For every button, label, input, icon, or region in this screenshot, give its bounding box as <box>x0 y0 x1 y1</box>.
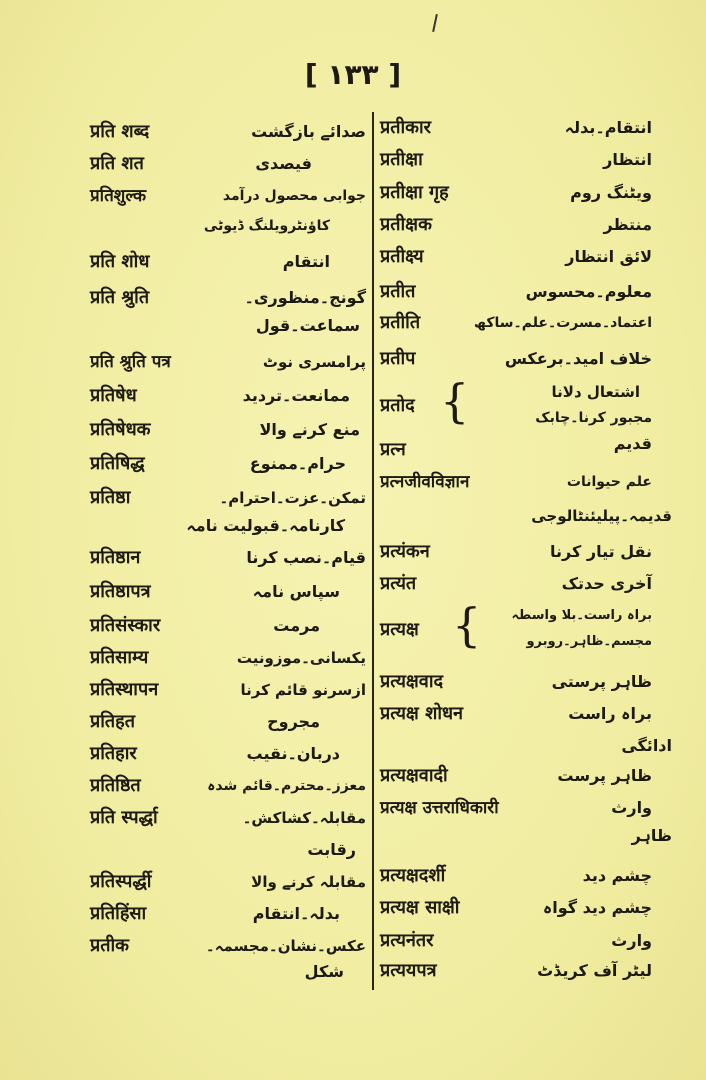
meaning: لیٹر آف کریڈٹ <box>537 961 652 980</box>
right-entry-17 <box>380 760 680 792</box>
headword: प्रतीति <box>380 312 421 333</box>
right-entry-13 <box>380 568 680 600</box>
pen-mark <box>432 14 438 32</box>
meaning: حرام۔ممنوع <box>249 454 346 473</box>
headword: प्रतीत <box>380 281 416 302</box>
left-entry-1 <box>90 116 370 148</box>
left-entry-11 <box>90 542 370 574</box>
meaning: انتقام <box>282 252 330 271</box>
headword: प्रत्यंत <box>380 573 417 594</box>
meaning: ظاہر پرست <box>557 766 652 785</box>
headword: प्रति स्पर्द्धा <box>90 807 158 828</box>
headword: प्रत्यक्षवाद <box>380 671 444 692</box>
headword: प्रतिष्ठा <box>90 487 131 508</box>
meaning: بدلہ۔انتقام <box>252 904 340 923</box>
right-entry-6 <box>380 276 680 308</box>
meaning: دربان۔نقیب <box>246 744 340 763</box>
meaning: وارث <box>611 798 652 817</box>
headword: प्रत्यक्षवादी <box>380 765 448 786</box>
headword: प्रतीक्षा <box>380 149 423 170</box>
meaning: مجروح <box>267 712 320 731</box>
meaning: انتظار <box>603 150 652 169</box>
left-entry-20 <box>90 866 370 898</box>
left-entry-9 <box>90 448 370 480</box>
headword: प्रतिष्ठित <box>90 775 141 796</box>
right-entry-18 <box>380 792 680 824</box>
headword: प्रतीक्षक <box>380 214 432 235</box>
left-entry-15 <box>90 674 370 706</box>
left-entry-3 <box>90 180 370 212</box>
headword: प्रतिष्ठापत्र <box>90 581 151 602</box>
meaning: چشم دید گواہ <box>542 898 652 917</box>
left-entry-5-continuation: سماعت۔قول <box>255 316 360 335</box>
left-entry-13 <box>90 610 370 642</box>
meaning-line-2: مجسم۔ظاہر۔روبرو <box>526 634 652 649</box>
meaning: منتظر <box>603 215 652 234</box>
meaning: چشم دید <box>582 866 652 885</box>
meaning: صدائے بازگشت <box>251 122 366 141</box>
headword: प्रतिस्थापन <box>90 679 159 700</box>
right-entry-10 <box>380 434 680 466</box>
headword: प्रत्यक्षदर्शी <box>380 865 446 886</box>
meaning: معزز۔محترم۔قائم شدہ <box>207 778 366 794</box>
headword: प्रतिसंस्कार <box>90 615 161 636</box>
headword: प्रत्न <box>380 439 406 460</box>
headword: प्रतीकार <box>380 117 432 138</box>
headword: प्रति श्रुति <box>90 287 150 308</box>
left-entry-2 <box>90 148 370 180</box>
headword: प्रति शोध <box>90 251 150 272</box>
left-entry-19 <box>90 802 370 834</box>
meaning: مقابلہ کرنے والا <box>251 873 366 891</box>
left-entry-19-continuation: رقابت <box>307 840 356 859</box>
left-entry-10 <box>90 482 370 514</box>
meaning: قیام۔نصب کرنا <box>246 548 366 567</box>
meaning: مرمت <box>273 616 320 635</box>
headword: प्रतिषेध <box>90 385 137 406</box>
meaning: گونج۔منظوری۔ <box>244 288 366 307</box>
headword: प्रत्यक्ष शोधन <box>380 703 464 724</box>
left-entry-3-continuation: کاؤنٹرویلنگ ڈیوٹی <box>203 218 330 234</box>
meaning: مقابلہ۔کشاکش۔ <box>242 809 366 827</box>
brace: { <box>452 598 482 652</box>
headword: प्रतिष्ठान <box>90 547 141 568</box>
left-entry-5 <box>90 282 370 314</box>
meaning: منع کرنے والا <box>259 420 360 439</box>
left-entry-21 <box>90 898 370 930</box>
meaning: وارث <box>611 931 652 950</box>
brace: { <box>440 374 470 428</box>
meaning: یکسانی۔موزونیت <box>236 649 366 667</box>
meaning: اشتعال دلانا <box>551 383 640 401</box>
headword: प्रतिषिद्ध <box>90 453 145 474</box>
right-entry-9 <box>380 374 680 428</box>
meaning-line-2: مجبور کرنا۔چابک <box>535 410 652 426</box>
right-entry-19 <box>380 860 680 892</box>
right-entry-3 <box>380 177 680 209</box>
meaning: لائق انتظار <box>565 247 652 266</box>
meaning: عکس۔نشان۔مجسمہ۔ <box>205 937 366 955</box>
right-entry-14 <box>380 598 680 652</box>
right-entry-12 <box>380 536 680 568</box>
right-entry-11-continuation: قدیمہ۔پیلیئنٹالوجی <box>531 507 672 525</box>
headword: प्रति शत <box>90 153 144 174</box>
headword: प्रतिषेधक <box>90 419 151 440</box>
left-entry-14 <box>90 642 370 674</box>
meaning: انتقام۔بدلہ <box>564 118 652 137</box>
headword: प्रतिसाम्य <box>90 647 149 668</box>
left-entry-18 <box>90 770 370 802</box>
right-entry-5 <box>380 241 680 273</box>
meaning: خلاف امید۔برعکس <box>504 349 652 368</box>
meaning: ویٹنگ روم <box>570 183 652 202</box>
headword: प्रतिहत <box>90 711 135 732</box>
right-entry-21 <box>380 925 680 957</box>
right-entry-16 <box>380 698 680 730</box>
headword: प्रतिशुल्क <box>90 186 147 206</box>
meaning: براہ راست <box>568 704 652 723</box>
meaning: ظاہر پرستی <box>551 672 652 691</box>
left-entry-6 <box>90 346 370 378</box>
right-entry-11 <box>380 466 680 498</box>
left-entry-17 <box>90 738 370 770</box>
left-entry-12 <box>90 576 370 608</box>
right-entry-18-continuation: ظاہر <box>631 826 672 845</box>
headword: प्रत्नजीवविज्ञान <box>380 472 470 492</box>
meaning: علم حیوانات <box>566 474 652 490</box>
meaning: ازسرنو قائم کرنا <box>240 681 366 699</box>
left-entry-7 <box>90 380 370 412</box>
headword: प्रत्यक्ष <box>380 619 419 640</box>
page-number: [ ۱۳۳ ] <box>304 58 402 91</box>
column-divider <box>372 112 374 990</box>
headword: प्रतोद <box>380 395 415 416</box>
headword: प्रतिस्पर्द्धी <box>90 871 152 892</box>
headword: प्रति श्रुति पत्र <box>90 352 171 372</box>
left-entry-22-continuation: شکل <box>304 962 344 981</box>
meaning: نقل تیار کرنا <box>550 542 652 561</box>
right-entry-1 <box>380 112 680 144</box>
headword: प्रतिहिंसा <box>90 903 147 924</box>
meaning: معلوم۔محسوس <box>525 282 652 301</box>
meaning: ممانعت۔تردید <box>242 386 350 405</box>
headword: प्रत्ययपत्र <box>380 960 437 981</box>
meaning: اعتماد۔مسرت۔علم۔ساکھ <box>474 315 652 331</box>
headword: प्रतीक्ष्य <box>380 246 424 267</box>
meaning: پرامسری نوٹ <box>262 353 366 371</box>
left-entry-16 <box>90 706 370 738</box>
meaning: براہ راست۔بلا واسطہ <box>511 608 652 623</box>
meaning: آخری حدتک <box>561 574 652 593</box>
headword: प्रत्यक्ष साक्षी <box>380 897 460 918</box>
right-entry-16-continuation: ادائگی <box>621 736 672 755</box>
headword: प्रत्यक्ष उत्तराधिकारी <box>380 798 499 818</box>
meaning: قدیم <box>613 434 652 453</box>
right-entry-20 <box>380 892 680 924</box>
left-entry-4 <box>90 246 370 278</box>
right-entry-8 <box>380 343 680 375</box>
headword: प्रति शब्द <box>90 121 150 142</box>
left-entry-8 <box>90 414 370 446</box>
headword: प्रतीक <box>90 935 129 956</box>
headword: प्रत्यनंतर <box>380 930 434 951</box>
headword: प्रतीक्षा गृह <box>380 182 449 203</box>
right-entry-7 <box>380 307 680 339</box>
right-entry-15 <box>380 666 680 698</box>
right-entry-4 <box>380 209 680 241</box>
headword: प्रतीप <box>380 348 416 369</box>
meaning: سپاس نامہ <box>252 582 340 601</box>
meaning: جوابی محصول درآمد <box>222 188 366 204</box>
left-entry-10-continuation: کارنامہ۔قبولیت نامہ <box>186 516 345 535</box>
meaning: تمکن۔عزت۔احترام۔ <box>219 489 366 507</box>
right-entry-22 <box>380 955 680 987</box>
headword: प्रतिहार <box>90 743 137 764</box>
meaning: فیصدی <box>255 154 312 173</box>
headword: प्रत्यंकन <box>380 541 430 562</box>
right-entry-2 <box>380 144 680 176</box>
